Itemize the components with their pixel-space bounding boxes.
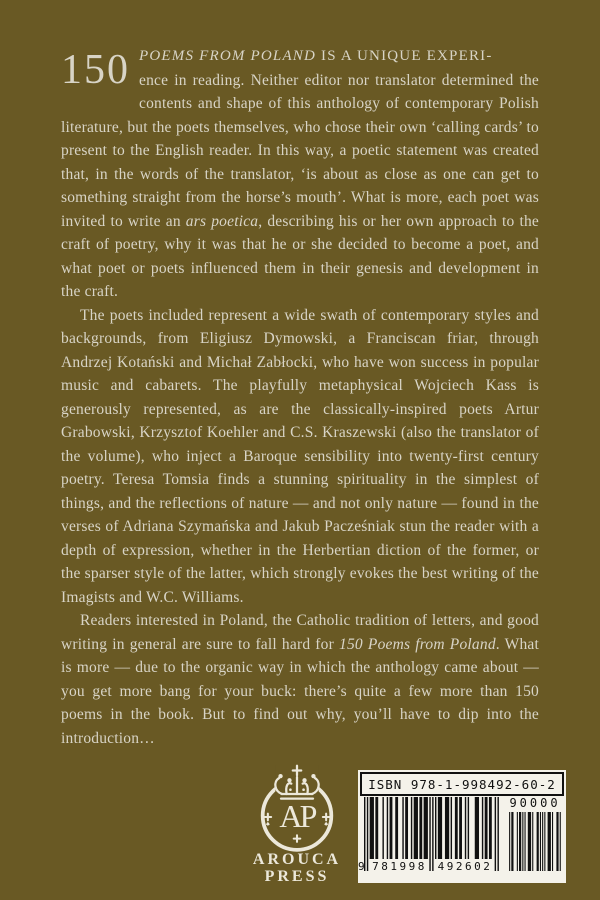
ap-monogram: AP xyxy=(279,798,315,834)
bottom-cross-icon xyxy=(294,835,301,842)
right-cross-drop-icon xyxy=(324,822,328,826)
isbn-label: ISBN 978-1-998492-60-2 xyxy=(360,772,564,796)
publisher-logo xyxy=(250,762,344,856)
left-cross-drop-icon xyxy=(266,822,270,826)
paragraph-2-body: The poets included represent a wide swath of contemporary styles and backgrounds, from Eligiusz Dymowski, a Franciscan friar, through Andrzej Kotański and Michał Zabłocki, who have won success in popular music and cabarets. The playfully metaphysical Wojciech Kass is generously represented, as are the classically-inspired poets Artur Grabowski, Krzysztof Koehler and C.S. Kraszewski (also the translator of the volume), who inject a Baroque sensibility into twenty-first century poetry. Teresa Tomsia finds a stunning spirituality in the simplest of things, and the reflections of nature — and not only nature — found in the verses of Adriana Szymańska and Jakub Pacześniak stun the reader with a depth of expression, whether in the Herbertian diction of the former, or the sparser style of the latter, which strongly evokes the best writing of the Imagists and W.C. Williams. xyxy=(61,306,539,606)
dropcap-150: 150 xyxy=(61,47,130,93)
book-title-emphasis: 150 Poems from Poland xyxy=(339,635,496,653)
paragraph-1 xyxy=(61,44,539,304)
paragraph-2 xyxy=(61,304,539,610)
opening-caps-text: IS A UNIQUE EXPERI- xyxy=(316,48,493,64)
paragraph-3-end: . What is more — due to the organic way in which the anthology came about — you get more bang for your buck: there’s quite a few more than 150 poems in the book. But to find out why, you’ll have to dip into the introduction… xyxy=(61,635,539,747)
paragraph-1-end: , describing his or her own approach to the craft of poetry, why it was that he or she decided to become a poet, and what poet or poets influenced them in their genesis and development in the craft. xyxy=(61,212,539,300)
paragraph-3-start: Readers interested in Poland, the Catholic tradition of letters, and good writing in general are sure to fall hard for xyxy=(61,612,539,653)
publisher-name-line2: PRESS xyxy=(264,868,330,885)
paragraph-3 xyxy=(61,609,539,750)
ars-poetica-emphasis: ars poetica xyxy=(185,212,259,230)
ean-supplement-bars xyxy=(509,812,561,871)
ean-digits-group1: 781998 xyxy=(372,860,427,873)
publisher-name xyxy=(227,851,367,885)
barcode-panel xyxy=(358,770,566,883)
supplement-label: 90000 xyxy=(509,796,561,810)
paragraph-1-body: ence in reading. Neither editor nor translator determined the contents and shape of this anthology of contemporary Polish literature, but the poets themselves, who chose their own ‘calling cards’ to present to the English reader. In this way, a poetic statement was created that, in the words of the translator, ‘is about as close as one can get to something straight from the horse’s mouth’. What is more, each poet was invited to write an xyxy=(61,71,539,230)
publisher-logo-mark xyxy=(250,762,344,856)
ean-digit-first: 9 xyxy=(358,860,365,873)
book-title-opening: POEMS FROM POLAND xyxy=(139,48,317,64)
ean-digits-group2: 492602 xyxy=(437,860,493,873)
right-cross-icon xyxy=(323,814,330,821)
publisher-name-line1: AROUCA xyxy=(252,851,342,868)
back-cover-blurb xyxy=(61,44,539,750)
left-cross-icon xyxy=(265,814,272,821)
